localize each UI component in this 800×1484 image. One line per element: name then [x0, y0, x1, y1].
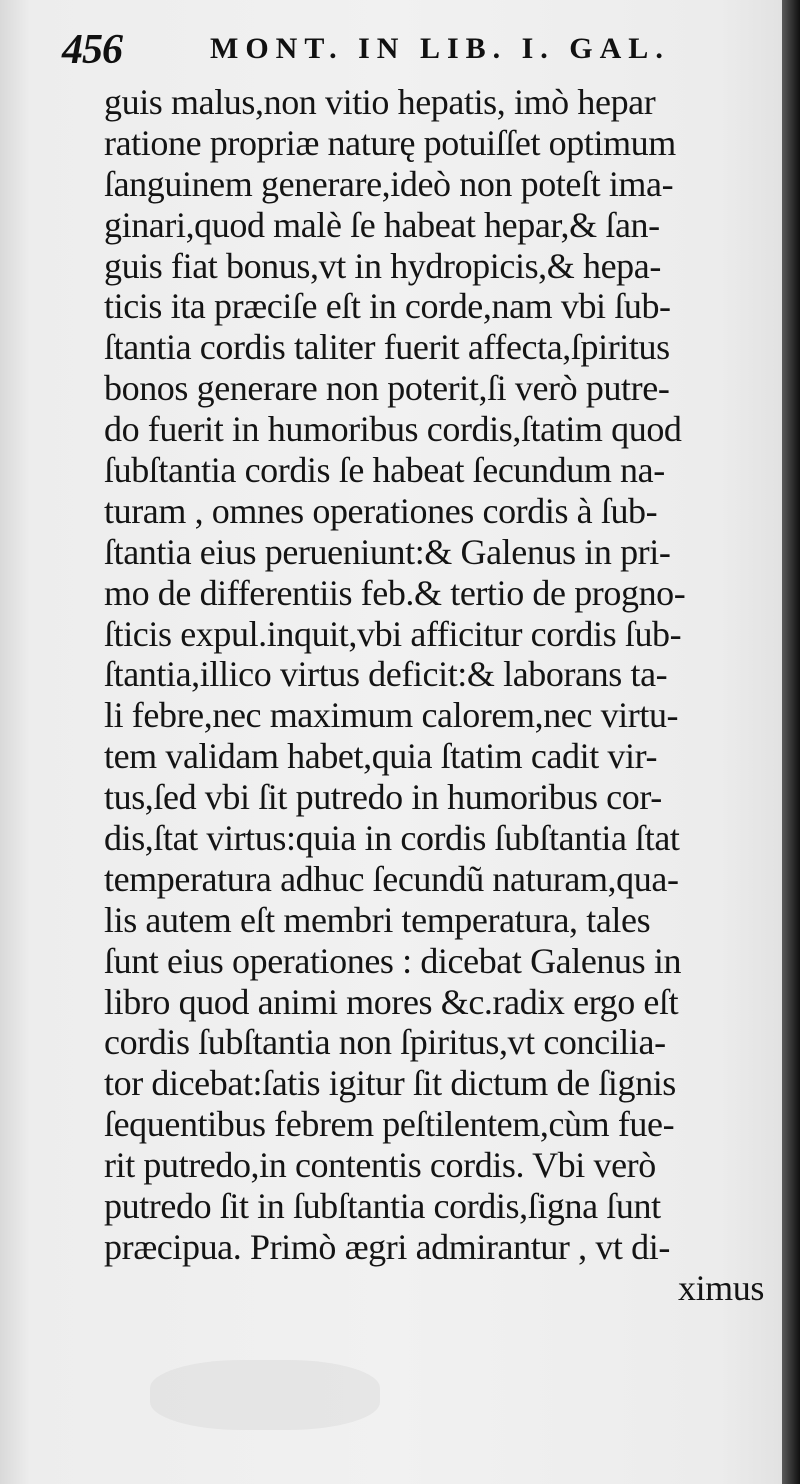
text-line: mo de differentiis feb.& tertio de progno-	[104, 572, 686, 613]
text-line: ticis ita præciſe eſt in corde,nam vbi ſub-	[104, 286, 671, 327]
text-line: tor dicebat:ſatis igitur ſit dictum de ſignis	[104, 1063, 676, 1104]
text-line: putredo ſit in ſubſtantia cordis,ſigna ſunt	[104, 1186, 661, 1227]
text-line: li febre,nec maximum calorem,nec virtu-	[104, 695, 679, 736]
text-line: bonos generare non poterit,ſi verò putre-	[104, 368, 670, 409]
page-header	[62, 26, 692, 76]
text-line: ſanguinem generare,ideò non poteſt ima-	[104, 163, 674, 204]
text-line: ratione propriæ naturę potuiſſet optimum	[104, 122, 676, 163]
text-line: guis fiat bonus,vt in hydropicis,& hepa-	[104, 245, 661, 286]
text-line: turam , omnes operationes cordis à ſub-	[104, 490, 658, 531]
text-line: temperatura adhuc ſecundũ naturam,qua-	[104, 858, 679, 899]
text-line: ſequentibus febrem peſtilentem,cùm fue-	[104, 1104, 675, 1145]
text-line: ſubſtantia cordis ſe habeat ſecundum na-	[104, 450, 665, 491]
catchword: ximus	[677, 1267, 764, 1308]
text-line: ſtantia,illico virtus deficit:& laborans ta-	[104, 654, 668, 695]
text-line: ſtantia cordis taliter fuerit affecta,ſpiritus	[104, 327, 670, 368]
text-line: tem validam habet,quia ſtatim cadit vir-	[104, 736, 658, 777]
text-line: præcipua. Primò ægri admirantur , vt di-	[104, 1226, 670, 1267]
text-line: lis autem eſt membri temperatura, tales	[104, 899, 651, 940]
text-line: rit putredo,in contentis cordis. Vbi verò	[104, 1145, 656, 1186]
paper-stain	[150, 1360, 380, 1430]
text-line: ſtantia eius perueniunt:& Galenus in pri-	[104, 531, 671, 572]
text-line: do fuerit in humoribus cordis,ſtatim quod	[104, 409, 682, 450]
text-line: dis,ſtat virtus:quia in cordis ſubſtantia ſtat	[104, 818, 680, 859]
text-line: ſticis expul.inquit,vbi afficitur cordis ſub-	[104, 613, 682, 654]
page-number: 456	[62, 27, 122, 73]
running-head: MONT. IN LIB. I. GAL.	[210, 32, 670, 65]
body-text	[104, 82, 766, 1309]
text-line: ginari,quod malè ſe habeat hepar,& ſan-	[104, 204, 660, 245]
text-line: libro quod animi mores &c.radix ergo eſt	[104, 981, 679, 1022]
text-line: ſunt eius operationes : dicebat Galenus in	[104, 940, 682, 981]
text-line: tus,ſed vbi ſit putredo in humoribus cor-	[104, 777, 662, 818]
page-edge-shadow	[782, 0, 800, 1484]
text-line: cordis ſubſtantia non ſpiritus,vt concilia-	[104, 1022, 666, 1063]
text-line: guis malus,non vitio hepatis, imò hepar	[104, 82, 656, 122]
